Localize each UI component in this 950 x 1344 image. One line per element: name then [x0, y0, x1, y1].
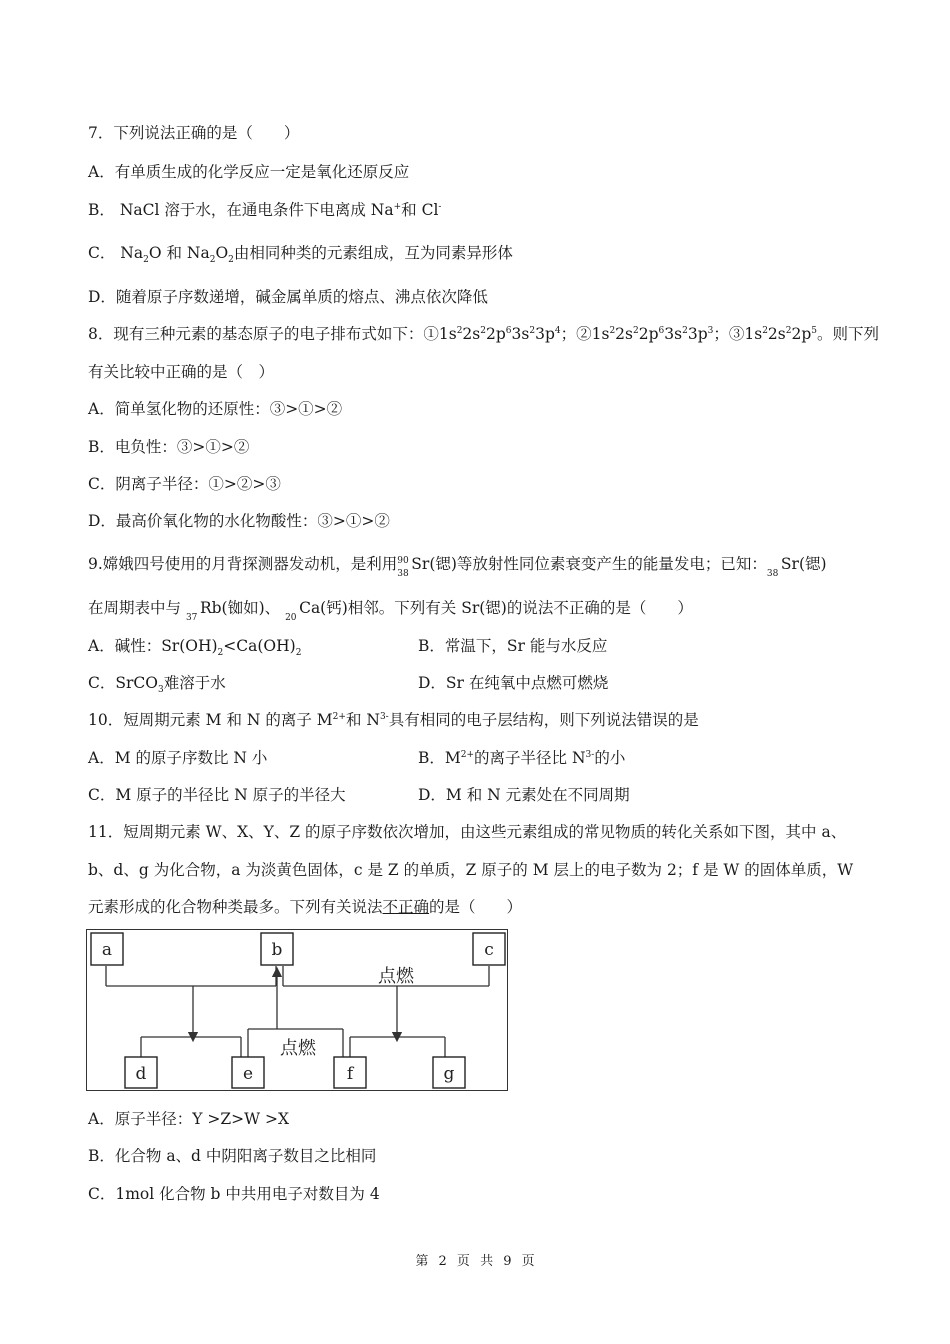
footer-text: 页 — [456, 1254, 470, 1269]
q10-stem-post: 具有相同的电子层结构，则下列说法错误的是 — [388, 711, 699, 729]
q7-option-d: D．随着原子序数递增，碱金属单质的熔点、沸点依次降低 — [88, 288, 488, 306]
q9-l2-pre: 在周期表中与 — [88, 599, 182, 617]
q10-b-post: 的小 — [594, 749, 626, 767]
q7-c-mid2: O — [215, 244, 229, 262]
q8-e3-sup: 5 — [811, 325, 818, 336]
q11-stem-line1: 11．短周期元素 W、X、Y、Z 的原子序数依次增加，由这些元素组成的常见物质的转化关系如下图，其中 a、 — [88, 823, 847, 841]
q10-stem-mid: 和 N — [345, 711, 380, 729]
q11-option-b: B．化合物 a、d 中阴阳离子数目之比相同 — [88, 1147, 377, 1165]
q11-l3-post: 的是（ ） — [429, 898, 523, 916]
q7-c-sub1: 2 — [143, 255, 149, 266]
q9-a-sub2: 2 — [295, 648, 302, 659]
q10-b-sup1: 2+ — [460, 749, 475, 760]
box-g-label: g — [443, 1064, 455, 1084]
q9-a-pre: A．碱性：Sr(OH) — [88, 637, 218, 655]
q10-b-mid: 的离子半径比 N — [474, 749, 586, 767]
sr-atomic-number-2: 38 — [766, 569, 779, 579]
q7-b-text2: 和 Cl — [401, 201, 439, 219]
q7-option-c — [88, 243, 513, 266]
q8-e1-sup: 4 — [554, 325, 561, 336]
q7-c-sub2: 2 — [209, 255, 216, 266]
q9-c-pre: C．SrCO — [88, 674, 158, 692]
q7-option-b — [88, 200, 441, 220]
ignite-label-mid: 点燃 — [280, 1038, 316, 1059]
q8-e2-sup: 6 — [658, 325, 665, 336]
ca-atomic-notation — [285, 598, 299, 623]
box-a-label: a — [101, 940, 113, 960]
q11-option-c: C．1mol 化合物 b 中共用电子对数目为 4 — [88, 1185, 380, 1203]
box-c-label: c — [484, 940, 494, 960]
q8-stem-pre: 8．现有三种元素的基态原子的电子排布式如下：①1s — [88, 325, 457, 343]
q9-l2-post: Ca(钙)相邻。下列有关 Sr(锶)的说法不正确的是（ ） — [299, 599, 693, 617]
q9-a-sub1: 2 — [217, 648, 224, 659]
q8-e2-sup: 2 — [682, 325, 688, 336]
footer-total-pages: 9 — [503, 1254, 512, 1269]
q8-option-d: D．最高价氧化物的水化物酸性：③>①>② — [88, 512, 390, 530]
q9-a-mid: <Ca(OH) — [223, 637, 296, 655]
diagram-svg — [87, 930, 507, 1090]
q7-c-text: C． Na — [88, 244, 144, 262]
q10-stem — [88, 710, 699, 730]
q9-l1-mid: Sr(锶)等放射性同位素衰变产生的能量发电；已知： — [411, 555, 767, 573]
q11-stem-line2: b、d、g 为化合物，a 为淡黄色固体，c 是 Z 的单质，Z 原子的 M 层上的电子数为 2；f 是 W 的固体单质，W — [88, 861, 854, 879]
footer-page-number: 2 — [438, 1254, 447, 1269]
q7-option-a: A．有单质生成的化学反应一定是氧化还原反应 — [88, 163, 410, 181]
q7-b-sup: + — [393, 201, 402, 212]
q10-option-b — [418, 748, 625, 768]
q10-b-sup2: 3- — [585, 749, 595, 760]
q9-option-d: D．Sr 在纯氧中点燃可燃烧 — [418, 674, 609, 692]
q9-l1-pre: 9.嫦娥四号使用的月背探测器发动机，是利用 — [88, 555, 398, 573]
q10-option-a: A．M 的原子序数比 N 小 — [88, 749, 268, 767]
q8-stem-line1: 8．现有三种元素的基态原子的电子排布式如下：$①1s^22s^22p^63s^23p^4$；$②1s^22s^22p^63s^23p^3$；$③1s^22s^22p^5$。则下列 — [88, 325, 880, 343]
rb-atomic-notation — [185, 598, 200, 623]
q8-option-b: B．电负性：③>①>② — [88, 438, 250, 456]
q7-c-sub3: 2 — [228, 255, 234, 266]
q9-c-sub: 3 — [157, 685, 164, 696]
ca-atomic-number: 20 — [285, 613, 297, 623]
rb-atomic-number: 37 — [185, 613, 198, 623]
q11-stem-line3 — [88, 897, 522, 917]
q9-option-a — [88, 636, 302, 659]
q11-option-a: A．原子半径：Y >Z>W >X — [88, 1110, 289, 1128]
q8-option-c: C．阴离子半径：①>②>③ — [88, 475, 281, 493]
q8-e1-sup: 2 — [480, 325, 486, 336]
q10-option-c: C．M 原子的半径比 N 原子的半径大 — [88, 786, 346, 804]
q10-stem-pre: 10．短周期元素 M 和 N 的离子 M — [88, 711, 333, 729]
q10-m-charge: 2+ — [332, 711, 346, 722]
q9-stem-line2 — [88, 598, 693, 623]
q7-c-post: 由相同种类的元素组成，互为同素异形体 — [233, 244, 513, 262]
q9-l2-rb: Rb(铷如)、 — [199, 599, 281, 617]
page-footer — [0, 1250, 950, 1269]
q7-stem: 7．下列说法正确的是（ ） — [88, 124, 300, 142]
footer-text: 页 — [521, 1254, 535, 1269]
q9-option-c — [88, 673, 226, 696]
box-e-label: e — [242, 1064, 254, 1084]
q8-e1-sup: 6 — [505, 325, 512, 336]
box-f-label: f — [346, 1064, 354, 1084]
footer-text: 共 — [480, 1254, 494, 1269]
q8-e2-sup: 2 — [609, 325, 616, 336]
q8-option-a: A．简单氢化物的还原性：③>①>② — [88, 400, 343, 418]
sr-mass-number: 90 — [397, 556, 409, 566]
q9-l1-post: Sr(锶) — [780, 555, 827, 573]
q9-c-post: 难溶于水 — [163, 674, 226, 692]
q8-e2-sup: 3 — [707, 325, 714, 336]
q8-stem-post: 。则下列 — [817, 325, 880, 343]
q8-e2-sup: 2 — [633, 325, 639, 336]
q8-e1-sup: 2 — [529, 325, 536, 336]
q7-b-sup2: - — [438, 201, 442, 212]
footer-text: 第 — [415, 1254, 429, 1269]
q11-l3-pre: 元素形成的化合物种类最多。下列有关说法 — [88, 898, 383, 916]
q11-underlined-text: 不正确 — [382, 898, 430, 916]
q10-option-d: D．M 和 N 元素处在不同周期 — [418, 786, 630, 804]
box-b-label: b — [271, 940, 283, 960]
q9-stem-line1 — [88, 554, 827, 579]
q8-e1-sup: 2 — [456, 325, 463, 336]
box-d-label: d — [135, 1064, 147, 1084]
sr-isotope-notation — [397, 554, 411, 579]
q9-option-b: B．常温下，Sr 能与水反应 — [418, 637, 608, 655]
q8-e3-sup: 2 — [762, 325, 768, 336]
q7-c-mid1: O 和 Na — [148, 244, 210, 262]
sr-atomic-notation — [766, 554, 781, 579]
q8-e3-sup: 2 — [785, 325, 792, 336]
q8-stem-line2: 有关比较中正确的是（ ） — [88, 363, 275, 381]
ignite-label-top: 点燃 — [378, 966, 414, 987]
sr-atomic-number: 38 — [397, 569, 409, 579]
conversion-diagram — [86, 929, 508, 1091]
q10-b-pre: B．M — [418, 749, 461, 767]
q10-n-charge: 3- — [379, 711, 389, 722]
q7-b-text: B． NaCl 溶于水，在通电条件下电离成 Na — [88, 201, 394, 219]
